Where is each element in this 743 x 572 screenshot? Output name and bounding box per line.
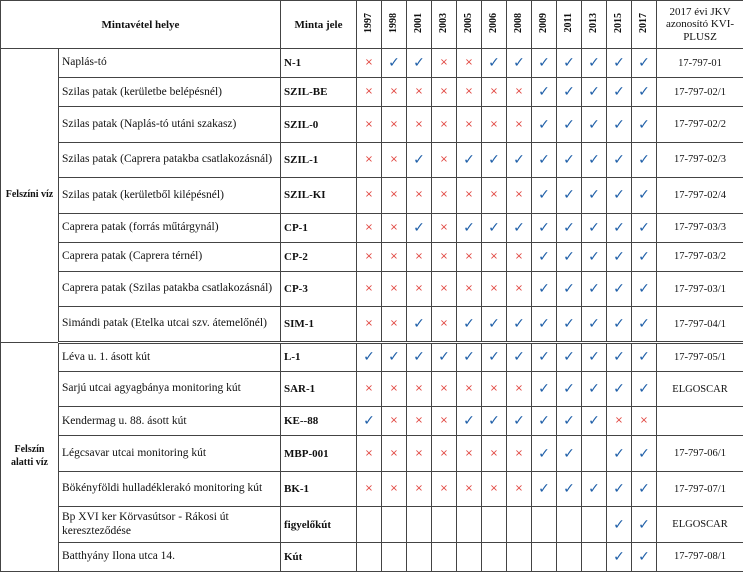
cross-icon: × [357, 78, 382, 107]
cross-icon: × [507, 178, 532, 213]
check-icon: ✓ [557, 371, 582, 406]
table-row [1, 142, 743, 177]
check-icon: ✓ [532, 342, 557, 371]
cross-icon: × [432, 178, 457, 213]
check-icon: ✓ [557, 49, 582, 78]
sample-code: CP-1 [281, 213, 357, 242]
sampling-place: Naplás-tó [59, 49, 281, 78]
check-icon: ✓ [407, 213, 432, 242]
cross-icon: × [457, 49, 482, 78]
check-icon: ✓ [557, 107, 582, 142]
check-icon: ✓ [507, 213, 532, 242]
sampling-place: Kendermag u. 88. ásott kút [59, 407, 281, 436]
table-row [1, 471, 743, 506]
check-icon: ✓ [532, 107, 557, 142]
check-icon: ✓ [607, 371, 632, 406]
jkv-id: 17-797-03/2 [657, 242, 743, 271]
check-icon: ✓ [632, 271, 657, 306]
check-icon: ✓ [632, 213, 657, 242]
check-icon: ✓ [457, 342, 482, 371]
check-icon: ✓ [557, 213, 582, 242]
empty-cell [457, 507, 482, 542]
check-icon: ✓ [582, 342, 607, 371]
cross-icon: × [507, 107, 532, 142]
cross-icon: × [432, 78, 457, 107]
check-icon: ✓ [457, 142, 482, 177]
jkv-id: 17-797-01 [657, 49, 743, 78]
cross-icon: × [357, 271, 382, 306]
cross-icon: × [507, 436, 532, 471]
empty-cell [357, 542, 382, 571]
check-icon: ✓ [557, 178, 582, 213]
cross-icon: × [407, 436, 432, 471]
check-icon: ✓ [557, 271, 582, 306]
check-icon: ✓ [532, 78, 557, 107]
check-icon: ✓ [557, 436, 582, 471]
empty-cell [582, 436, 607, 471]
cross-icon: × [432, 436, 457, 471]
empty-cell [482, 507, 507, 542]
check-icon: ✓ [532, 307, 557, 342]
check-icon: ✓ [607, 242, 632, 271]
check-icon: ✓ [532, 49, 557, 78]
cross-icon: × [432, 213, 457, 242]
cross-icon: × [457, 471, 482, 506]
cross-icon: × [432, 271, 457, 306]
check-icon: ✓ [532, 178, 557, 213]
cross-icon: × [407, 271, 432, 306]
check-icon: ✓ [582, 78, 607, 107]
check-icon: ✓ [382, 342, 407, 371]
check-icon: ✓ [582, 471, 607, 506]
check-icon: ✓ [607, 342, 632, 371]
jkv-id: 17-797-05/1 [657, 342, 743, 371]
cross-icon: × [357, 371, 382, 406]
check-icon: ✓ [482, 213, 507, 242]
sampling-place: Szilas patak (kerületből kilépésnél) [59, 178, 281, 213]
cross-icon: × [357, 142, 382, 177]
sampling-place: Szilas patak (Caprera patakba csatlakozásnál) [59, 142, 281, 177]
cross-icon: × [432, 142, 457, 177]
check-icon: ✓ [582, 407, 607, 436]
check-icon: ✓ [532, 371, 557, 406]
table-row [1, 542, 743, 571]
table-row [1, 507, 743, 542]
header-sampling-place: Mintavétel helye [1, 1, 281, 49]
check-icon: ✓ [557, 407, 582, 436]
sampling-place: Szilas patak (kerületbe belépésnél) [59, 78, 281, 107]
table-body [1, 49, 743, 572]
sample-code: BK-1 [281, 471, 357, 506]
check-icon: ✓ [632, 371, 657, 406]
table-row [1, 436, 743, 471]
empty-cell [432, 507, 457, 542]
check-icon: ✓ [632, 49, 657, 78]
empty-cell [407, 542, 432, 571]
sample-code: Kút [281, 542, 357, 571]
check-icon: ✓ [507, 342, 532, 371]
check-icon: ✓ [607, 49, 632, 78]
check-icon: ✓ [532, 407, 557, 436]
check-icon: ✓ [507, 307, 532, 342]
table-row [1, 107, 743, 142]
cross-icon: × [357, 107, 382, 142]
header-year-2011: 2011 [557, 1, 582, 49]
cross-icon: × [382, 307, 407, 342]
check-icon: ✓ [582, 49, 607, 78]
jkv-id: ELGOSCAR [657, 371, 743, 406]
empty-cell [557, 507, 582, 542]
table-row [1, 78, 743, 107]
sample-code: KE--88 [281, 407, 357, 436]
sample-code: N-1 [281, 49, 357, 78]
header-sample-code: Minta jele [281, 1, 357, 49]
cross-icon: × [507, 471, 532, 506]
check-icon: ✓ [607, 178, 632, 213]
check-icon: ✓ [407, 307, 432, 342]
check-icon: ✓ [532, 436, 557, 471]
check-icon: ✓ [632, 178, 657, 213]
cross-icon: × [382, 471, 407, 506]
sample-code: SZIL-KI [281, 178, 357, 213]
header-year-2003: 2003 [432, 1, 457, 49]
sampling-place: Légcsavar utcai monitoring kút [59, 436, 281, 471]
cross-icon: × [382, 178, 407, 213]
check-icon: ✓ [632, 436, 657, 471]
sample-code: CP-2 [281, 242, 357, 271]
cross-icon: × [407, 178, 432, 213]
cross-icon: × [382, 371, 407, 406]
check-icon: ✓ [457, 213, 482, 242]
cross-icon: × [432, 371, 457, 406]
check-icon: ✓ [632, 507, 657, 542]
check-icon: ✓ [482, 342, 507, 371]
check-icon: ✓ [582, 178, 607, 213]
check-icon: ✓ [557, 471, 582, 506]
cross-icon: × [457, 78, 482, 107]
check-icon: ✓ [382, 49, 407, 78]
empty-cell [582, 507, 607, 542]
jkv-id: 17-797-04/1 [657, 307, 743, 342]
sample-code: MBP-001 [281, 436, 357, 471]
sampling-place: Szilas patak (Naplás-tó utáni szakasz) [59, 107, 281, 142]
empty-cell [557, 542, 582, 571]
cross-icon: × [507, 271, 532, 306]
jkv-id: ELGOSCAR [657, 507, 743, 542]
check-icon: ✓ [407, 49, 432, 78]
check-icon: ✓ [507, 407, 532, 436]
sampling-place: Léva u. 1. ásott kút [59, 342, 281, 371]
cross-icon: × [407, 471, 432, 506]
header-jkv-id: 2017 évi JKV azonosító KVI-PLUSZ [657, 1, 743, 49]
check-icon: ✓ [582, 271, 607, 306]
check-icon: ✓ [557, 78, 582, 107]
check-icon: ✓ [607, 78, 632, 107]
empty-cell [382, 507, 407, 542]
check-icon: ✓ [582, 307, 607, 342]
check-icon: ✓ [532, 271, 557, 306]
cross-icon: × [357, 436, 382, 471]
check-icon: ✓ [457, 307, 482, 342]
sample-code: L-1 [281, 342, 357, 371]
check-icon: ✓ [607, 542, 632, 571]
jkv-id: 17-797-03/1 [657, 271, 743, 306]
check-icon: ✓ [582, 242, 607, 271]
header-year-2017: 2017 [632, 1, 657, 49]
check-icon: ✓ [482, 49, 507, 78]
sample-code: figyelőkút [281, 507, 357, 542]
cross-icon: × [382, 107, 407, 142]
check-icon: ✓ [607, 142, 632, 177]
cross-icon: × [357, 178, 382, 213]
check-icon: ✓ [632, 242, 657, 271]
check-icon: ✓ [582, 213, 607, 242]
cross-icon: × [457, 107, 482, 142]
cross-icon: × [382, 407, 407, 436]
cross-icon: × [457, 242, 482, 271]
cross-icon: × [482, 371, 507, 406]
table-row [1, 271, 743, 306]
table-row [1, 49, 743, 78]
check-icon: ✓ [582, 371, 607, 406]
cross-icon: × [432, 407, 457, 436]
cross-icon: × [382, 271, 407, 306]
empty-cell [532, 507, 557, 542]
check-icon: ✓ [607, 507, 632, 542]
header-year-2013: 2013 [582, 1, 607, 49]
check-icon: ✓ [407, 342, 432, 371]
cross-icon: × [507, 242, 532, 271]
sampling-place: Sarjú utcai agyagbánya monitoring kút [59, 371, 281, 406]
check-icon: ✓ [632, 342, 657, 371]
sampling-place: Caprera patak (Szilas patakba csatlakozásnál) [59, 271, 281, 306]
check-icon: ✓ [457, 407, 482, 436]
check-icon: ✓ [607, 213, 632, 242]
cross-icon: × [382, 436, 407, 471]
jkv-id: 17-797-02/4 [657, 178, 743, 213]
empty-cell [432, 542, 457, 571]
cross-icon: × [457, 271, 482, 306]
check-icon: ✓ [582, 107, 607, 142]
cross-icon: × [482, 78, 507, 107]
check-icon: ✓ [532, 471, 557, 506]
check-icon: ✓ [507, 49, 532, 78]
cross-icon: × [482, 471, 507, 506]
check-icon: ✓ [357, 342, 382, 371]
header-year-2009: 2009 [532, 1, 557, 49]
cross-icon: × [482, 436, 507, 471]
header-year-2005: 2005 [457, 1, 482, 49]
cross-icon: × [407, 371, 432, 406]
cross-icon: × [407, 407, 432, 436]
jkv-id: 17-797-02/3 [657, 142, 743, 177]
cross-icon: × [382, 242, 407, 271]
table-row [1, 371, 743, 406]
check-icon: ✓ [632, 542, 657, 571]
check-icon: ✓ [407, 142, 432, 177]
cross-icon: × [507, 371, 532, 406]
check-icon: ✓ [557, 307, 582, 342]
table-row [1, 178, 743, 213]
empty-cell [532, 542, 557, 571]
check-icon: ✓ [432, 342, 457, 371]
check-icon: ✓ [482, 407, 507, 436]
sample-code: SZIL-BE [281, 78, 357, 107]
sample-code: SZIL-1 [281, 142, 357, 177]
check-icon: ✓ [532, 142, 557, 177]
jkv-id: 17-797-08/1 [657, 542, 743, 571]
cross-icon: × [357, 471, 382, 506]
jkv-id [657, 407, 743, 436]
jkv-id: 17-797-02/2 [657, 107, 743, 142]
empty-cell [507, 507, 532, 542]
cross-icon: × [432, 242, 457, 271]
sampling-place: Batthyány Ilona utca 14. [59, 542, 281, 571]
cross-icon: × [407, 107, 432, 142]
cross-icon: × [482, 178, 507, 213]
check-icon: ✓ [607, 271, 632, 306]
table-row [1, 407, 743, 436]
cross-icon: × [457, 436, 482, 471]
check-icon: ✓ [582, 142, 607, 177]
cross-icon: × [382, 78, 407, 107]
empty-cell [382, 542, 407, 571]
sample-code: SAR-1 [281, 371, 357, 406]
cross-icon: × [407, 242, 432, 271]
cross-icon: × [357, 213, 382, 242]
check-icon: ✓ [482, 307, 507, 342]
sampling-place: Caprera patak (Caprera térnél) [59, 242, 281, 271]
cross-icon: × [357, 49, 382, 78]
check-icon: ✓ [607, 436, 632, 471]
empty-cell [507, 542, 532, 571]
jkv-id: 17-797-03/3 [657, 213, 743, 242]
check-icon: ✓ [532, 242, 557, 271]
header-year-1998: 1998 [382, 1, 407, 49]
cross-icon: × [382, 213, 407, 242]
check-icon: ✓ [507, 142, 532, 177]
check-icon: ✓ [632, 107, 657, 142]
cross-icon: × [482, 107, 507, 142]
group-label: Felszíni víz [1, 49, 59, 343]
cross-icon: × [457, 178, 482, 213]
jkv-id: 17-797-07/1 [657, 471, 743, 506]
header-year-2001: 2001 [407, 1, 432, 49]
sample-code: SZIL-0 [281, 107, 357, 142]
table-header [1, 1, 743, 49]
table-row [1, 342, 743, 371]
empty-cell [457, 542, 482, 571]
empty-cell [482, 542, 507, 571]
check-icon: ✓ [607, 307, 632, 342]
cross-icon: × [482, 271, 507, 306]
header-year-1997: 1997 [357, 1, 382, 49]
empty-cell [357, 507, 382, 542]
check-icon: ✓ [557, 242, 582, 271]
sample-code: CP-3 [281, 271, 357, 306]
table-row [1, 213, 743, 242]
sampling-place: Caprera patak (forrás műtárgynál) [59, 213, 281, 242]
cross-icon: × [407, 78, 432, 107]
jkv-id: 17-797-02/1 [657, 78, 743, 107]
empty-cell [582, 542, 607, 571]
cross-icon: × [607, 407, 632, 436]
jkv-id: 17-797-06/1 [657, 436, 743, 471]
header-year-2006: 2006 [482, 1, 507, 49]
cross-icon: × [457, 371, 482, 406]
sampling-place: Bökényföldi hulladéklerakó monitoring kút [59, 471, 281, 506]
empty-cell [407, 507, 432, 542]
table-row [1, 242, 743, 271]
check-icon: ✓ [607, 471, 632, 506]
check-icon: ✓ [357, 407, 382, 436]
check-icon: ✓ [632, 307, 657, 342]
sampling-place: Bp XVI ker Körvasútsor - Rákosi út kereszteződése [59, 507, 281, 542]
sampling-place: Simándi patak (Etelka utcai szv. átemelőnél) [59, 307, 281, 342]
check-icon: ✓ [482, 142, 507, 177]
cross-icon: × [432, 471, 457, 506]
table-row [1, 307, 743, 342]
cross-icon: × [507, 78, 532, 107]
check-icon: ✓ [632, 471, 657, 506]
cross-icon: × [432, 49, 457, 78]
header-year-2015: 2015 [607, 1, 632, 49]
cross-icon: × [382, 142, 407, 177]
cross-icon: × [432, 307, 457, 342]
check-icon: ✓ [557, 342, 582, 371]
cross-icon: × [432, 107, 457, 142]
check-icon: ✓ [632, 142, 657, 177]
check-icon: ✓ [557, 142, 582, 177]
check-icon: ✓ [632, 78, 657, 107]
cross-icon: × [357, 307, 382, 342]
sample-code: SIM-1 [281, 307, 357, 342]
check-icon: ✓ [532, 213, 557, 242]
cross-icon: × [357, 242, 382, 271]
header-year-2008: 2008 [507, 1, 532, 49]
cross-icon: × [632, 407, 657, 436]
cross-icon: × [482, 242, 507, 271]
check-icon: ✓ [607, 107, 632, 142]
group-label: Felszín alatti víz [1, 342, 59, 571]
